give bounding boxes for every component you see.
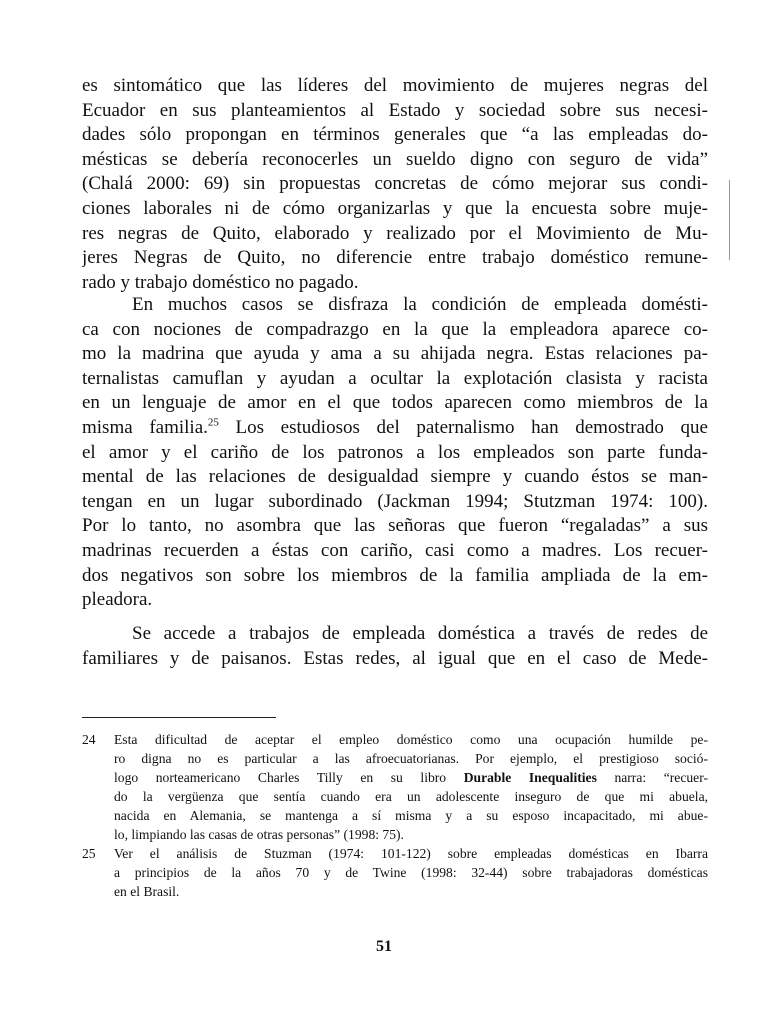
text-line: (Chalá 2000: 69) sin propuestas concretas de cómo mejorar sus condi- <box>82 173 708 195</box>
footnote-24 <box>82 730 708 844</box>
text-segment: misma familia. <box>82 416 208 438</box>
footnote-line: nacida en Alemania, se mantenga a sí misma y a su esposo incapacitado, mi abue- <box>114 808 708 823</box>
footnote-line: a principios de la años 70 y de Twine (1998: 32-44) sobre trabajadoras domésticas <box>114 865 708 880</box>
text-line: mental de las relaciones de desigualdad siempre y cuando éstos se man- <box>82 466 708 488</box>
footnote-line: lo, limpiando las casas de otras personas” (1998: 75). <box>114 827 404 842</box>
footnote-line: do la vergüenza que sentía cuando era un adolescente inseguro de que mi abuela, <box>114 789 708 804</box>
book-title: Durable Inequalities <box>463 770 597 785</box>
text-line-with-footnote-ref <box>82 416 708 441</box>
footnote-number: 25 <box>82 846 96 861</box>
footnote-line: en el Brasil. <box>114 884 180 899</box>
text-line: ca con nociones de compadrazgo en la que la empleadora aparece co- <box>82 318 708 340</box>
text-line: el amor y el cariño de los patronos a los empleados son parte funda- <box>82 441 708 463</box>
text-line: madrinas recuerden a éstas con cariño, casi como a madres. Los recuer- <box>82 539 708 561</box>
paragraph-2 <box>82 293 708 613</box>
text-line: familiares y de paisanos. Estas redes, al igual que en el caso de Mede- <box>82 647 708 669</box>
footnotes <box>82 730 708 901</box>
footnote-line: Ver el análisis de Stuzman (1974: 101-122) sobre empleadas domésticas en Ibarra <box>114 846 708 861</box>
text-segment: narra: “recuer- <box>596 770 708 785</box>
paragraph-1 <box>82 74 708 295</box>
footnote-line <box>114 768 708 787</box>
text-segment: Los estudiosos del paternalismo han demostrado que <box>218 416 708 438</box>
text-line: res negras de Quito, elaborado y realizado por el Movimiento de Mu- <box>82 222 708 244</box>
text-line: rado y trabajo doméstico no pagado. <box>82 271 359 293</box>
footnote-line: ro digna no es particular a las afroecuatorianas. Por ejemplo, el prestigioso soció- <box>114 751 708 766</box>
text-line: en un lenguaje de amor en el que todos aparecen como miembros de la <box>82 392 708 414</box>
footnote-ref-25[interactable]: 25 <box>207 416 219 429</box>
text-line: dos negativos son sobre los miembros de la familia ampliada de la em- <box>82 564 708 586</box>
footnote-25 <box>82 844 708 901</box>
text-line: Ecuador en sus planteamientos al Estado y sociedad sobre sus necesi- <box>82 99 708 121</box>
text-line: ciones laborales ni de cómo organizarlas y que la encuesta sobre muje- <box>82 197 708 219</box>
text-line: tengan en un lugar subordinado (Jackman 1994; Stutzman 1974: 100). <box>82 490 708 512</box>
text-segment: logo norteamericano Charles Tilly en su libro <box>114 770 464 785</box>
text-line: pleadora. <box>82 589 153 611</box>
text-line: es sintomático que las líderes del movimiento de mujeres negras del <box>82 75 708 96</box>
text-line: ternalistas camuflan y ayudan a ocultar la explotación clasista y racista <box>82 367 708 389</box>
text-line: mo la madrina que ayuda y ama a su ahijada negra. Estas relaciones pa- <box>82 343 708 365</box>
text-line: dades sólo propongan en términos generales que “a las empleadas do- <box>82 124 708 146</box>
page-number: 51 <box>376 938 392 955</box>
handwritten-margin-mark <box>715 180 730 260</box>
text-line: jeres Negras de Quito, no diferencie entre trabajo doméstico remune- <box>82 247 708 269</box>
footnote-divider <box>82 717 276 718</box>
footnote-line: Esta dificultad de aceptar el empleo doméstico como una ocupación humilde pe- <box>114 732 708 747</box>
footnote-number: 24 <box>82 732 96 747</box>
text-line: Por lo tanto, no asombra que las señoras que fueron “regaladas” a sus <box>82 515 708 537</box>
text-line: mésticas se debería reconocerles un sueldo digno con seguro de vida” <box>82 148 708 170</box>
text-line: En muchos casos se disfraza la condición de empleada domésti- <box>132 294 708 315</box>
paragraph-3 <box>82 622 708 671</box>
text-line: Se accede a trabajos de empleada doméstica a través de redes de <box>132 623 708 644</box>
